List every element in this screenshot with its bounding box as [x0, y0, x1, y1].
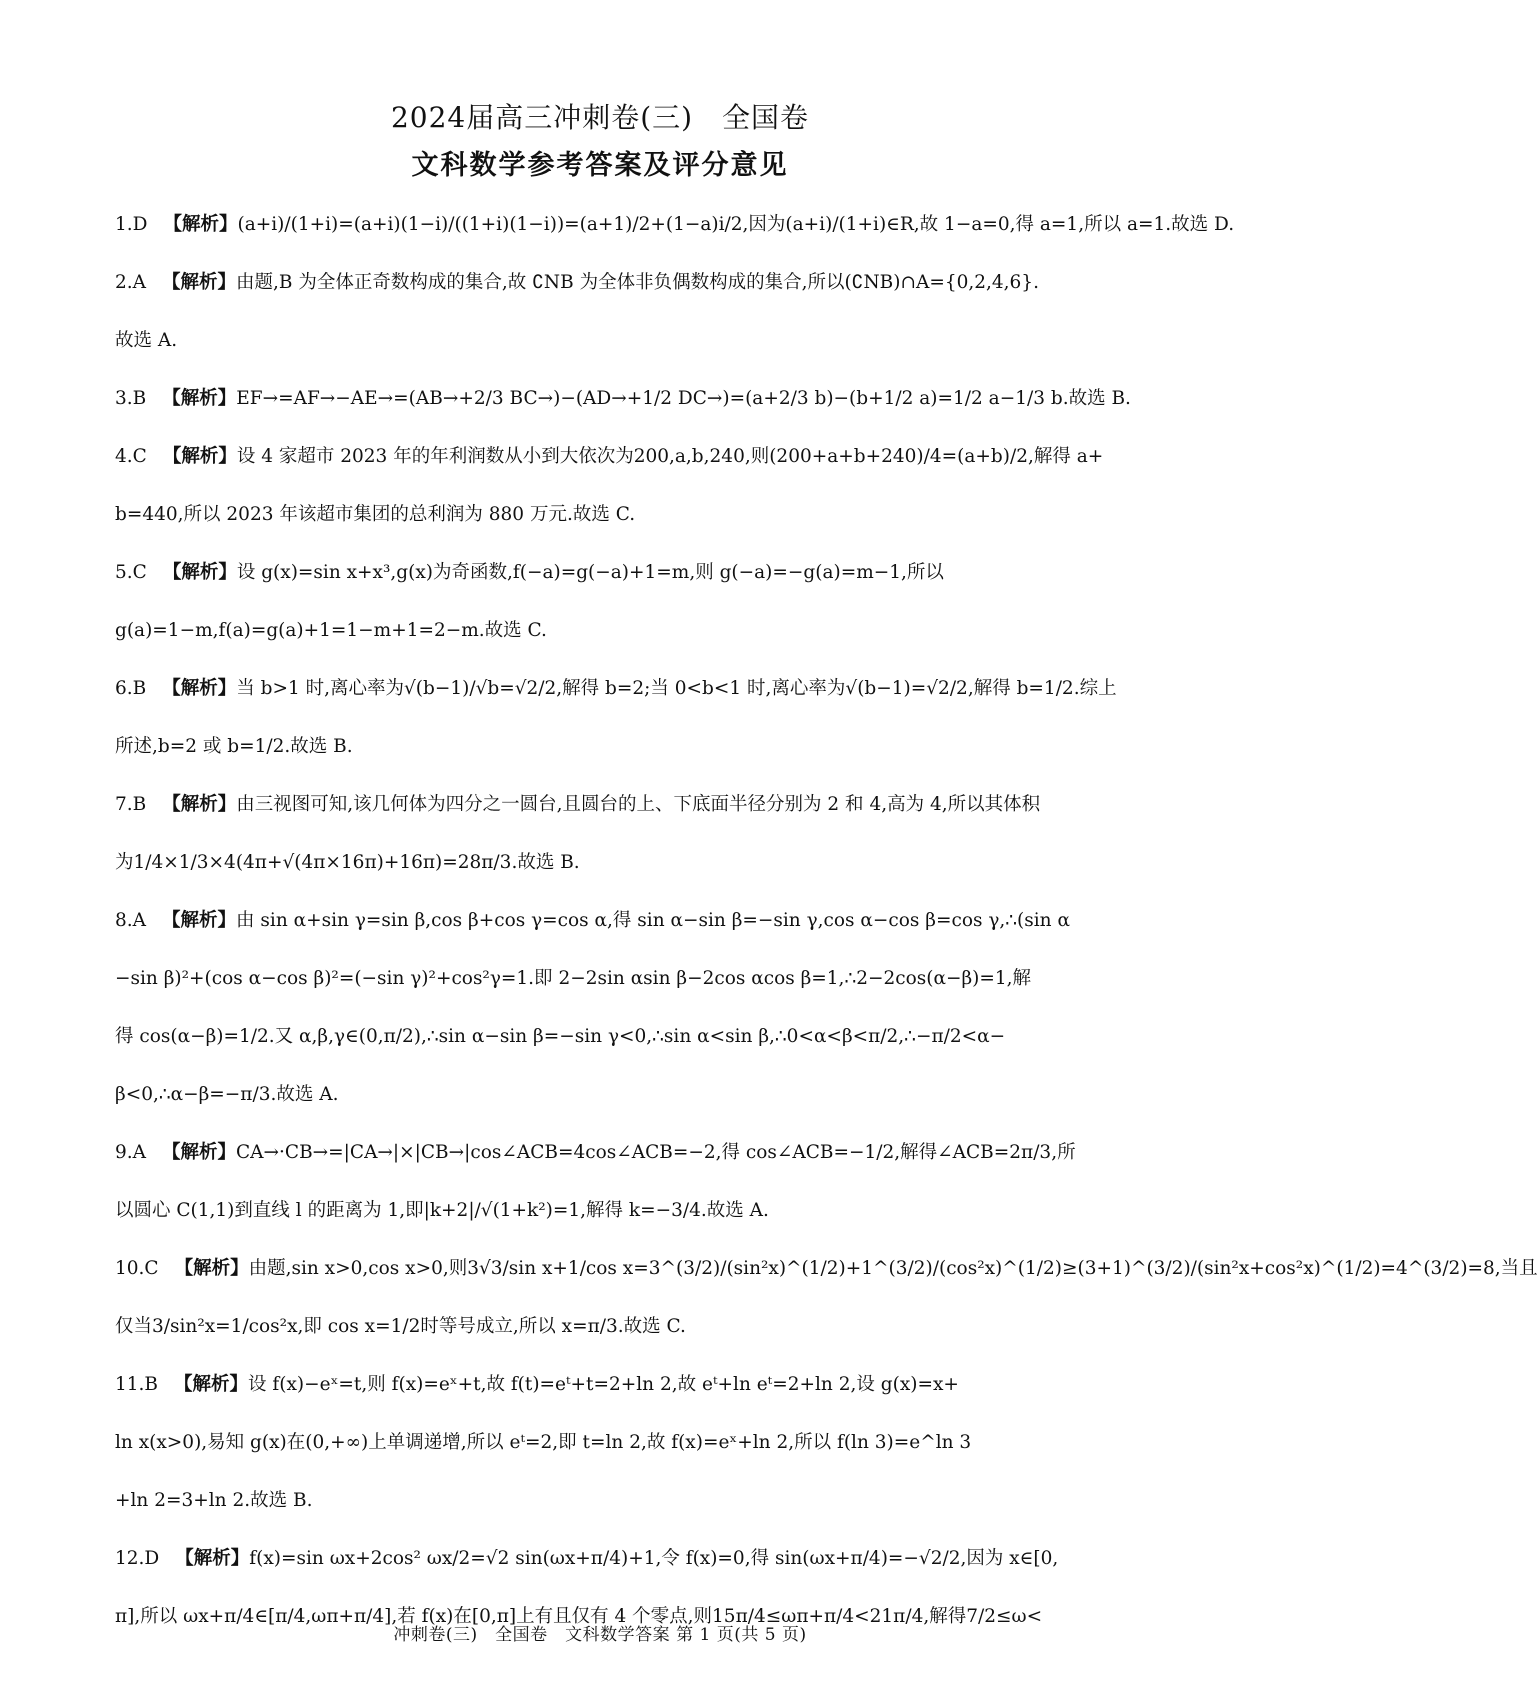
answer-list [115, 196, 1538, 1646]
answer-line [115, 1298, 1105, 1356]
answer-text: β<0,∴α−β=−π/3.故选 A. [115, 1084, 339, 1105]
answer-line [115, 486, 1105, 544]
answer-text: 得 cos(α−β)=1/2.又 α,β,γ∈(0,π/2),∴sin α−sin β=−sin γ<0,∴sin α<sin β,∴0<α<β<π/2,∴−π/2<α− [115, 1026, 1006, 1047]
answer-number: 11.B [115, 1374, 159, 1395]
answer-text: CA→·CB→=|CA→|×|CB→|cos∠ACB=4cos∠ACB=−2,得 cos∠ACB=−1/2,解得∠ACB=2π/3,所 [236, 1142, 1076, 1163]
answer-text: g(a)=1−m,f(a)=g(a)+1=1−m+1=2−m.故选 C. [115, 620, 547, 641]
answer-text: 由 sin α+sin γ=sin β,cos β+cos γ=cos α,得 sin α−sin β=−sin γ,cos α−cos β=cos γ,∴(sin α [236, 910, 1070, 931]
answer-line [115, 834, 1105, 892]
answer-line [115, 544, 1105, 602]
analysis-tag: 【解析】 [162, 272, 237, 293]
answer-text: 当 b>1 时,离心率为√(b−1)/√b=√2/2,解得 b=2;当 0<b<1 时,离心率为√(b−1)=√2/2,解得 b=1/2.综上 [236, 678, 1117, 699]
answer-item [115, 1356, 1105, 1530]
answer-text: 设 4 家超市 2023 年的年利润数从小到大依次为200,a,b,240,则(200+a+b+240)/4=(a+b)/2,解得 a+ [236, 446, 1104, 467]
answer-number: 3.B [115, 388, 147, 409]
answer-line [115, 1182, 1105, 1240]
answer-item [115, 1240, 1538, 1356]
answer-number: 1.D [115, 214, 148, 235]
answer-line [115, 1472, 1105, 1530]
answer-text: ln x(x>0),易知 g(x)在(0,+∞)上单调递增,所以 eᵗ=2,即 t=ln 2,故 f(x)=eˣ+ln 2,所以 f(ln 3)=e^ln 3 [115, 1432, 972, 1453]
answer-item [115, 1124, 1105, 1240]
answer-line [115, 1124, 1105, 1182]
answer-text: 由三视图可知,该几何体为四分之一圆台,且圆台的上、下底面半径分别为 2 和 4,高为 4,所以其体积 [236, 794, 1041, 815]
analysis-tag: 【解析】 [162, 910, 237, 931]
answer-text: π],所以 ωx+π/4∈[π/4,ωπ+π/4],若 f(x)在[0,π]上有且仅有 4 个零点,则15π/4≤ωπ+π/4<21π/4,解得7/2≤ω< [115, 1606, 1043, 1627]
answer-text: (a+i)/(1+i)=(a+i)(1−i)/((1+i)(1−i))=(a+1)/2+(1−a)i/2,因为(a+i)/(1+i)∈R,故 1−a=0,得 a=1,所以 a=1.故选 D. [237, 214, 1235, 235]
answer-text: −sin β)²+(cos α−cos β)²=(−sin γ)²+cos²γ=1.即 2−2sin αsin β−2cos αcos β=1,∴2−2cos(α−β)=1,解 [115, 968, 1032, 989]
analysis-tag: 【解析】 [175, 1548, 250, 1569]
answer-number: 9.A [115, 1142, 147, 1163]
answer-number: 2.A [115, 272, 147, 293]
analysis-tag: 【解析】 [162, 678, 237, 699]
answer-text: EF→=AF→−AE→=(AB→+2/3 BC→)−(AD→+1/2 DC→)=(a+2/3 b)−(b+1/2 a)=1/2 a−1/3 b.故选 B. [236, 388, 1131, 409]
answer-text: +ln 2=3+ln 2.故选 B. [115, 1490, 313, 1511]
answer-item [115, 428, 1105, 544]
answer-text: f(x)=sin ωx+2cos² ωx/2=√2 sin(ωx+π/4)+1,令 f(x)=0,得 sin(ωx+π/4)=−√2/2,因为 x∈[0, [249, 1548, 1059, 1569]
answer-item [115, 660, 1117, 776]
answer-line [115, 196, 1235, 254]
answer-number: 6.B [115, 678, 147, 699]
answer-number: 5.C [115, 562, 147, 583]
answer-line [115, 1008, 1105, 1066]
answer-line [115, 602, 1105, 660]
analysis-tag: 【解析】 [162, 794, 237, 815]
answer-item [115, 254, 1105, 370]
answer-item [115, 776, 1105, 892]
analysis-tag: 【解析】 [162, 1142, 237, 1163]
answer-line [115, 428, 1105, 486]
answer-line [115, 1414, 1105, 1472]
answer-line [115, 892, 1105, 950]
answer-text: 仅当3/sin²x=1/cos²x,即 cos x=1/2时等号成立,所以 x=π/3.故选 C. [115, 1316, 686, 1337]
analysis-tag: 【解析】 [174, 1374, 249, 1395]
answer-line [115, 254, 1105, 312]
answer-number: 7.B [115, 794, 147, 815]
answer-text: 由题,B 为全体正奇数构成的集合,故 ∁NB 为全体非负偶数构成的集合,所以(∁NB)∩A={0,2,4,6}. [236, 272, 1039, 293]
analysis-tag: 【解析】 [163, 214, 238, 235]
answer-item [115, 370, 1131, 428]
answer-text: 故选 A. [115, 330, 178, 351]
answer-text: 设 g(x)=sin x+x³,g(x)为奇函数,f(−a)=g(−a)+1=m,则 g(−a)=−g(a)=m−1,所以 [236, 562, 944, 583]
answer-item [115, 544, 1105, 660]
answer-line [115, 718, 1105, 776]
answer-number: 8.A [115, 910, 147, 931]
answer-line [115, 312, 1105, 370]
page-title: 2024届高三冲刺卷(三) 全国卷 [390, 101, 810, 134]
answer-line [115, 1066, 1105, 1124]
page-footer: 冲刺卷(三) 全国卷 文科数学答案 第 1 页(共 5 页) [393, 1625, 807, 1645]
answer-line [115, 370, 1131, 428]
answer-text: b=440,所以 2023 年该超市集团的总利润为 880 万元.故选 C. [115, 504, 636, 525]
answer-number: 4.C [115, 446, 147, 467]
answer-line [115, 1530, 1105, 1588]
analysis-tag: 【解析】 [174, 1258, 249, 1279]
analysis-tag: 【解析】 [162, 446, 237, 467]
answer-line [115, 1356, 1105, 1414]
answer-item [115, 892, 1105, 1124]
analysis-tag: 【解析】 [162, 388, 237, 409]
answer-text: 设 f(x)−eˣ=t,则 f(x)=eˣ+t,故 f(t)=eᵗ+t=2+ln 2,故 eᵗ+ln eᵗ=2+ln 2,设 g(x)=x+ [248, 1374, 959, 1395]
answer-text: 为1/4×1/3×4(4π+√(4π×16π)+16π)=28π/3.故选 B. [115, 852, 580, 873]
answer-line [115, 1240, 1538, 1298]
answer-line [115, 660, 1117, 718]
answer-number: 10.C [115, 1258, 159, 1279]
analysis-tag: 【解析】 [162, 562, 237, 583]
answer-line [115, 950, 1105, 1008]
answer-text: 以圆心 C(1,1)到直线 l 的距离为 1,即|k+2|/√(1+k²)=1,解得 k=−3/4.故选 A. [115, 1200, 769, 1221]
answer-text: 所述,b=2 或 b=1/2.故选 B. [115, 736, 353, 757]
answer-text: 由题,sin x>0,cos x>0,则3√3/sin x+1/cos x=3^(3/2)/(sin²x)^(1/2)+1^(3/2)/(cos²x)^(1/2)≥(3+1)^(3/2)/(sin²x+cos²x)^(1/2)=4^(3/2)=8,当且 [248, 1258, 1538, 1279]
page-subtitle: 文科数学参考答案及评分意见 [411, 150, 789, 181]
answer-line [115, 776, 1105, 834]
answer-item [115, 196, 1235, 254]
answer-number: 12.D [115, 1548, 160, 1569]
